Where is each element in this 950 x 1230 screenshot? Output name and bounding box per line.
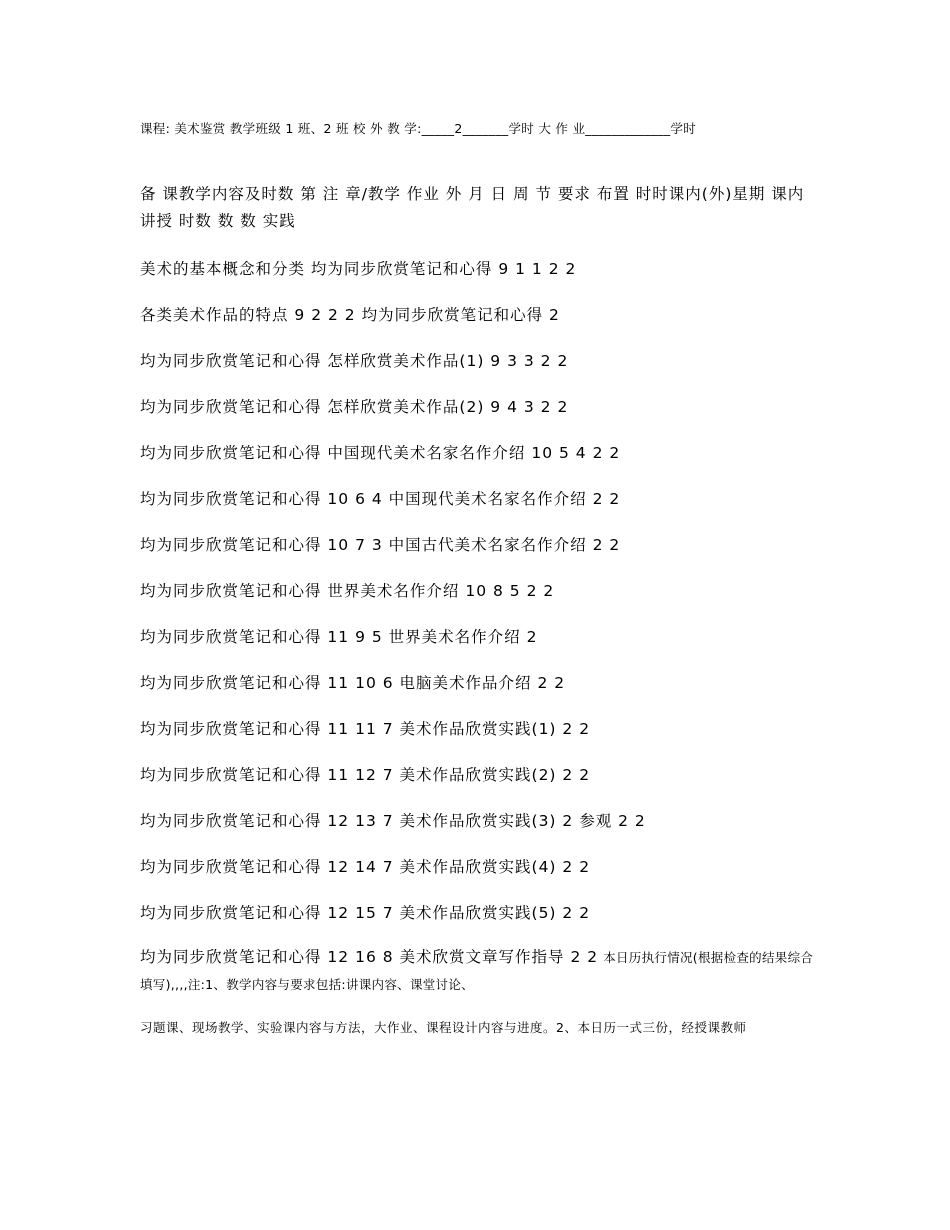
schedule-row: 均为同步欣赏笔记和心得 11 9 5 世界美术名作介绍 2 (140, 628, 538, 646)
schedule-row: 均为同步欣赏笔记和心得 怎样欣赏美术作品(2) 9 4 3 2 2 (140, 398, 569, 416)
execution-note: 本日历执行情况(根据检查的结果综合填写),,,,注:1、教学内容与要求包括:讲课内容、课堂讨论、 (140, 950, 814, 992)
schedule-row: 均为同步欣赏笔记和心得 12 15 7 美术作品欣赏实践(5) 2 2 (140, 904, 591, 922)
schedule-row: 均为同步欣赏笔记和心得 10 6 4 中国现代美术名家名作介绍 2 2 (140, 490, 621, 508)
course-header: 课程: 美术鉴赏 教学班级 1 班、2 班 校 外 教 学:_____2_______学时 大 作 业_____________学时 (140, 121, 697, 136)
footer-notes: 习题课、现场教学、实验课内容与方法，大作业、课程设计内容与进度。2、本日历一式三份，经授课教师 (140, 1020, 747, 1035)
schedule-row: 均为同步欣赏笔记和心得 11 10 6 电脑美术作品介绍 2 2 (140, 674, 566, 692)
schedule-row-last (140, 944, 820, 998)
schedule-row: 均为同步欣赏笔记和心得 世界美术名作介绍 10 8 5 2 2 (140, 582, 555, 600)
schedule-row: 均为同步欣赏笔记和心得 怎样欣赏美术作品(1) 9 3 3 2 2 (140, 352, 569, 370)
schedule-row: 美术的基本概念和分类 均为同步欣赏笔记和心得 9 1 1 2 2 (140, 260, 577, 278)
schedule-row: 均为同步欣赏笔记和心得 12 14 7 美术作品欣赏实践(4) 2 2 (140, 858, 591, 876)
schedule-row: 均为同步欣赏笔记和心得 11 12 7 美术作品欣赏实践(2) 2 2 (140, 766, 591, 784)
schedule-row: 各类美术作品的特点 9 2 2 2 均为同步欣赏笔记和心得 2 (140, 306, 560, 324)
schedule-row: 均为同步欣赏笔记和心得 12 13 7 美术作品欣赏实践(3) 2 参观 2 2 (140, 812, 646, 830)
schedule-row: 均为同步欣赏笔记和心得 中国现代美术名家名作介绍 10 5 4 2 2 (140, 444, 621, 462)
last-row-main-text: 均为同步欣赏笔记和心得 12 16 8 美术欣赏文章写作指导 2 2 (140, 948, 599, 966)
schedule-row: 均为同步欣赏笔记和心得 10 7 3 中国古代美术名家名作介绍 2 2 (140, 536, 621, 554)
table-column-headers: 备 课教学内容及时数 第 注 章/教学 作业 外 月 日 周 节 要求 布置 时时课内(外)星期 课内讲授 时数 数 数 实践 (140, 185, 805, 230)
schedule-row: 均为同步欣赏笔记和心得 11 11 7 美术作品欣赏实践(1) 2 2 (140, 720, 591, 738)
